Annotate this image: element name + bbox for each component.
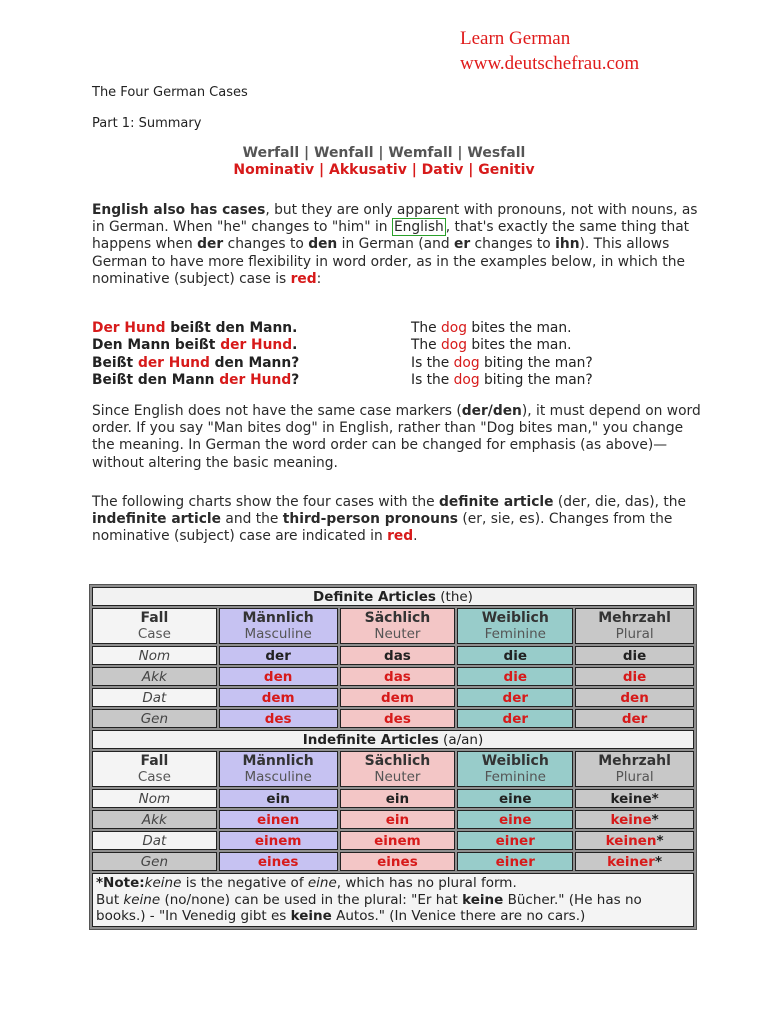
note-text: *Note: [96, 875, 145, 891]
brand-header [460, 26, 639, 76]
article-value: des [264, 710, 292, 727]
article-cell [457, 852, 573, 871]
article-value: dem [261, 689, 295, 706]
column-header [219, 608, 338, 644]
note-text: eine [307, 875, 337, 891]
brand-title: Learn German [460, 28, 571, 49]
article-value: keine [610, 811, 652, 828]
example-german: Den Mann beißt der Hund. [92, 337, 298, 354]
article-value: eine [498, 790, 532, 807]
case-cell: Nom [92, 646, 217, 665]
asterisk: * [651, 790, 659, 807]
header-english: Masculine [244, 769, 312, 785]
article-value: den [263, 668, 293, 685]
indefinite-row [92, 831, 694, 850]
indefinite-row [92, 789, 694, 808]
article-value: dem [381, 689, 414, 706]
note-cell [92, 873, 694, 927]
case-cell: Dat [92, 831, 217, 850]
document-title: The Four German Cases [92, 85, 248, 100]
header-german: Mehrzahl [598, 753, 671, 769]
column-header [575, 751, 694, 787]
article-cell [575, 646, 694, 665]
article-cell [575, 709, 694, 728]
indefinite-title [92, 730, 694, 749]
header-english: Plural [615, 769, 654, 785]
header-english: Case [137, 626, 171, 642]
article-cell [219, 810, 338, 829]
article-value: die [503, 647, 527, 664]
article-cell [219, 709, 338, 728]
indefinite-title-row [92, 730, 694, 749]
header-german: Männlich [242, 610, 314, 626]
note-text: But [96, 891, 124, 908]
case-cell: Gen [92, 709, 217, 728]
document-part: Part 1: Summary [92, 116, 202, 131]
article-cell [575, 831, 694, 850]
example-german: Beißt der Hund den Mann? [92, 354, 300, 371]
intro-bold: English also has cases [92, 202, 266, 218]
article-value: eines [377, 853, 418, 870]
intro-paragraph: English also has cases, but they are only apparent with pronouns, not with nouns, as in German. When "he" changes to "him" in English , that's exactly the same thing that happens when der changes to den in German (and er changes to ihn). This allows German to have more flexibility in word order, as in the examples below, in which the nominative (subject) case is red: [92, 202, 698, 287]
column-header [575, 608, 694, 644]
article-value: einem [374, 832, 421, 849]
indefinite-title-suffix: (a/an) [438, 731, 484, 748]
header-german: Weiblich [481, 753, 549, 769]
cases-latin-names: Nominativ | Akkusativ | Dativ | Genitiv [233, 162, 535, 178]
case-cell: Gen [92, 852, 217, 871]
example-english: Is the dog biting the man? [411, 354, 593, 371]
article-value: eines [257, 853, 299, 870]
article-cell [575, 688, 694, 707]
article-value: der [502, 689, 529, 706]
articles-table [89, 584, 697, 930]
article-value: eine [498, 811, 532, 828]
note-row [92, 873, 694, 927]
example-english: The dog bites the man. [411, 337, 572, 354]
article-cell [340, 646, 456, 665]
article-value: ein [385, 790, 410, 807]
article-value: einer [495, 832, 535, 849]
article-cell [575, 667, 694, 686]
indefinite-header-row [92, 751, 694, 787]
article-value: keine [610, 790, 652, 807]
example-english: Is the dog biting the man? [411, 372, 593, 389]
note-text: keine [290, 908, 332, 924]
article-value: die [622, 647, 647, 664]
article-value: ein [385, 811, 410, 828]
definite-header-row [92, 608, 694, 644]
article-cell [340, 789, 456, 808]
article-cell [457, 810, 573, 829]
article-cell [457, 667, 573, 686]
article-cell [219, 688, 338, 707]
charts-intro-paragraph: The following charts show the four cases with the definite article (der, die, das), the indefinite article and the third-person pronouns (er, sie, es). Changes from the nominative (subject) case are indicated in red. [92, 494, 687, 545]
article-cell [457, 831, 573, 850]
note-text: keine [123, 891, 161, 908]
header-english: Neuter [374, 626, 421, 642]
article-value: keiner [607, 853, 655, 870]
header-german: Weiblich [481, 610, 549, 626]
article-value: einem [254, 832, 302, 849]
header-german: Fall [140, 753, 169, 769]
column-header [92, 751, 217, 787]
article-cell [575, 789, 694, 808]
note-text: is the negative of [181, 875, 308, 891]
asterisk: * [656, 832, 664, 849]
header-english: Case [137, 769, 171, 785]
article-cell [219, 667, 338, 686]
indefinite-row [92, 810, 694, 829]
header-english: Neuter [374, 769, 421, 785]
asterisk: * [651, 811, 659, 828]
article-value: einen [257, 811, 300, 828]
note-text: keine [144, 875, 182, 891]
article-value: der [502, 710, 529, 727]
article-cell [340, 709, 456, 728]
example-german: Der Hund beißt den Mann. [92, 320, 298, 336]
article-cell [457, 709, 573, 728]
header-german: Sächlich [364, 610, 431, 626]
example-english: The dog bites the man. [411, 320, 572, 336]
article-cell [340, 852, 456, 871]
definite-title-row [92, 587, 694, 606]
article-value: keinen [605, 832, 657, 849]
column-header [340, 751, 456, 787]
column-header [92, 608, 217, 644]
header-english: Masculine [244, 626, 312, 642]
article-cell [340, 688, 456, 707]
article-cell [340, 810, 456, 829]
article-cell [219, 831, 338, 850]
note-text: (no/none) can be used in the plural: "Er hat [160, 891, 463, 908]
definite-row [92, 646, 694, 665]
note-text: keine [462, 891, 504, 908]
header-english: Feminine [484, 769, 546, 785]
article-cell [575, 810, 694, 829]
article-value: die [503, 668, 527, 685]
word-order-paragraph: Since English does not have the same case markers (der/den), it must depend on word order. If you say "Man bites dog" in English, rather than "Dog bites man," you change the meaning. In German the word order can be changed for emphasis (as above)—without altering the basic meaning. [92, 403, 701, 471]
case-cell: Akk [92, 667, 217, 686]
article-cell [219, 789, 338, 808]
indefinite-row [92, 852, 694, 871]
column-header [457, 608, 573, 644]
article-cell [219, 646, 338, 665]
article-value: einer [495, 853, 535, 870]
article-value: der [265, 647, 291, 664]
case-cell: Akk [92, 810, 217, 829]
header-german: Männlich [242, 753, 314, 769]
note-text: Bücher." (He has no books.) - "In Venedig gibt es [96, 891, 642, 924]
cases-german-names: Werfall | Wenfall | Wemfall | Wesfall [242, 145, 526, 161]
brand-url[interactable]: www.deutschefrau.com [460, 53, 640, 74]
header-english: Feminine [484, 626, 546, 642]
definite-title-suffix: (the) [435, 588, 473, 605]
definite-row [92, 688, 694, 707]
note-text: Autos." (In Venice there are no cars.) [331, 908, 586, 924]
note-text: , which has no plural form. [336, 875, 517, 891]
definite-title [92, 587, 694, 606]
article-value: das [384, 668, 411, 685]
case-cell: Dat [92, 688, 217, 707]
article-value: der [621, 710, 648, 727]
definite-title-text: Definite Articles [313, 588, 436, 605]
article-cell [219, 852, 338, 871]
article-cell [340, 831, 456, 850]
definite-row [92, 667, 694, 686]
article-cell [457, 688, 573, 707]
column-header [340, 608, 456, 644]
article-value: das [384, 647, 411, 664]
article-cell [575, 852, 694, 871]
article-value: den [620, 689, 649, 706]
article-cell [340, 667, 456, 686]
column-header [219, 751, 338, 787]
header-english: Plural [615, 626, 654, 642]
case-cell: Nom [92, 789, 217, 808]
header-german: Mehrzahl [598, 610, 671, 626]
asterisk: * [654, 853, 663, 870]
article-value: die [622, 668, 647, 685]
indefinite-title-text: Indefinite Articles [302, 731, 439, 748]
article-cell [457, 789, 573, 808]
definite-row [92, 709, 694, 728]
boxed-word: English [393, 219, 444, 236]
column-header [457, 751, 573, 787]
header-german: Fall [140, 610, 169, 626]
example-german: Beißt den Mann der Hund? [92, 372, 300, 389]
article-value: ein [266, 790, 290, 807]
header-german: Sächlich [364, 753, 431, 769]
article-cell [457, 646, 573, 665]
article-value: des [384, 710, 411, 727]
